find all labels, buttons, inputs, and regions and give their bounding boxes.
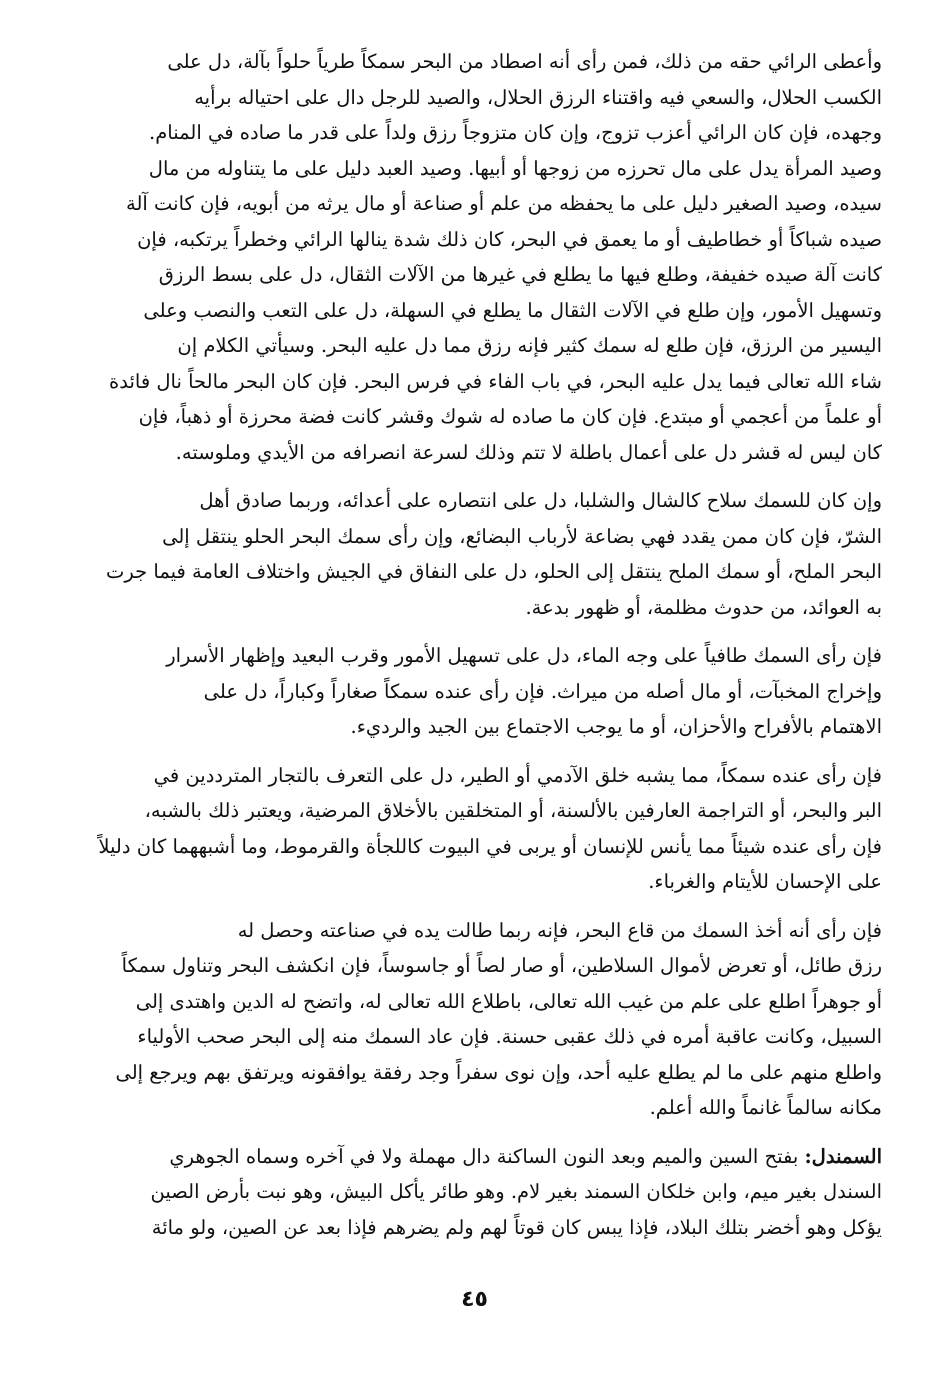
text-line: رزق طائل، أو تعرض لأموال السلاطين، أو صار لصاً أو جاسوساً، فإن انكشف البحر وتناول سمكاً	[121, 954, 882, 977]
paragraph-4	[82, 758, 882, 900]
entry-term: السمندل:	[804, 1144, 882, 1168]
paragraph-5	[82, 913, 882, 1126]
text-line: كانت آلة صيده خفيفة، وطلع فيها ما يطلع في غيرها من الآلات الثقال، دل على بسط الرزق	[158, 263, 882, 286]
text-line: السندل بغير ميم، وابن خلكان السمند بغير لام. وهو طائر يأكل البيش، وهو نبت بأرض الصين	[150, 1180, 882, 1203]
paragraph-2	[82, 483, 882, 625]
text-line: فإن رأى عنده سمكاً، مما يشبه خلق الآدمي أو الطير، دل على التعرف بالتجار المترددين في	[153, 763, 882, 787]
text-line: على الإحسان للأيتام والغرباء.	[648, 870, 882, 893]
text-line: كان ليس له قشر دل على أعمال باطلة لا تتم وذلك لسرعة انصرافه من الأيدي وملوسته.	[175, 440, 882, 464]
text-line: يؤكل وهو أخضر بتلك البلاد، فإذا يبس كان قوتاً لهم ولم يضرهم فإذا بعد عن الصين، ولو مائة	[151, 1215, 882, 1239]
text-line: الكسب الحلال، والسعي فيه واقتناء الرزق الحلال، والصيد للرجل دال على احتياله برأيه	[194, 85, 882, 109]
text-line: وإخراج المخبآت، أو مال أصله من ميراث. فإن رأى عنده سمكاً صغاراً وكباراً، دل على	[203, 679, 882, 703]
text-line: الشرّ، فإن كان ممن يقدد فهي بضاعة لأرباب البضائع، وإن رأى سمك البحر الحلو ينتقل إلى	[162, 524, 882, 548]
text-line: الاهتمام بالأفراح والأحزان، أو ما يوجب الاجتماع بين الجيد والرديء.	[350, 715, 882, 738]
text-line: وجهده، فإن كان الرائي أعزب تزوج، وإن كان متزوجاً رزق ولداً على قدر ما صاده في المنام.	[149, 121, 882, 144]
text-line: البر والبحر، أو التراجمة العارفين بالألسنة، أو المتخلقين بالأخلاق المرضية، ويعتبر ذلك بالشبه،	[144, 799, 882, 822]
text-line: فإن رأى السمك طافياً على وجه الماء، دل على تسهيل الأمور وقرب البعيد وإظهار الأسرار	[166, 644, 882, 667]
text-line: صيده شباكاً أو خطاطيف أو ما يعمق في البحر، كان ذلك شدة ينالها الرائي وخطراً يرتكبه، فإن	[137, 227, 882, 251]
text-line	[82, 1139, 882, 1175]
paragraph-1	[82, 44, 882, 470]
text-line: فإن رأى أنه أخذ السمك من قاع البحر، فإنه ربما طالت يده في صناعته وحصل له	[237, 918, 882, 942]
text-line: سيده، وصيد الصغير دليل على ما يحفظه من علم أو صناعة أو مال يرثه من أبويه، فإن كانت آلة	[126, 192, 882, 215]
entry-text: بفتح السين والميم وبعد النون الساكنة دال مهملة ولا في آخره وسماه الجوهري	[169, 1144, 805, 1168]
text-line: وصيد المرأة يدل على مال تحرزه من زوجها أو أبيها. وصيد العبد دليل على ما يتناوله من مال	[148, 156, 882, 180]
text-line: اليسير من الرزق، فإن طلع له سمك كثير فإنه رزق مما دل عليه البحر. وسيأتي الكلام إن	[177, 334, 882, 357]
text-line: البحر الملح، أو سمك الملح ينتقل إلى الحلو، دل على النفاق في الجيش واختلاف العامة فيما جرت	[106, 560, 882, 583]
text-line: واطلع منهم على ما لم يطلع عليه أحد، وإن نوى سفراً وجد رفقة يوافقونه ويرتفق بهم ويرجع إلى	[115, 1060, 882, 1084]
paragraph-6-entry-samandal	[82, 1139, 882, 1246]
page-number: ٤٥	[461, 1287, 488, 1312]
text-line: أو علماً من أعجمي أو مبتدع. فإن كان ما صاده له شوك وقشر كانت فضة محرزة أو ذهباً، فإن	[138, 405, 882, 428]
text-line: أو جوهراً اطلع على علم من غيب الله تعالى، باطلاع الله تعالى له، واتضح له الدين واهتدى إلى	[135, 989, 882, 1013]
text-line: السبيل، وكانت عاقبة أمره في ذلك عقبى حسنة. فإن عاد السمك منه إلى البحر صحب الأولياء	[137, 1025, 882, 1048]
text-line: به العوائد، من حدوث مظلمة، أو ظهور بدعة.	[525, 595, 882, 619]
text-line: وتسهيل الأمور، وإن طلع في الآلات الثقال ما يطلع في السهلة، دل على التعب والنصب وعلى	[143, 298, 882, 322]
text-line: وأعطى الرائي حقه من ذلك، فمن رأى أنه اصطاد من البحر سمكاً طرياً حلواً بآلة، دل على	[167, 50, 882, 73]
text-line: مكانه سالماً غانماً والله أعلم.	[649, 1096, 882, 1119]
page-body	[82, 44, 882, 1245]
text-line: فإن رأى عنده شيئاً مما يأنس للإنسان أو يربى في البيوت كاللجأة والقرموط، وما أشبههما كان دليلاً	[98, 834, 882, 858]
text-line: وإن كان للسمك سلاح كالشال والشلبا، دل على انتصاره على أعدائه، وربما صادق أهل	[199, 489, 882, 512]
paragraph-3	[82, 638, 882, 745]
text-line: شاء الله تعالى فيما يدل عليه البحر، في باب الفاء في فرس البحر. فإن كان البحر مالحاً نال فائدة	[109, 369, 882, 393]
